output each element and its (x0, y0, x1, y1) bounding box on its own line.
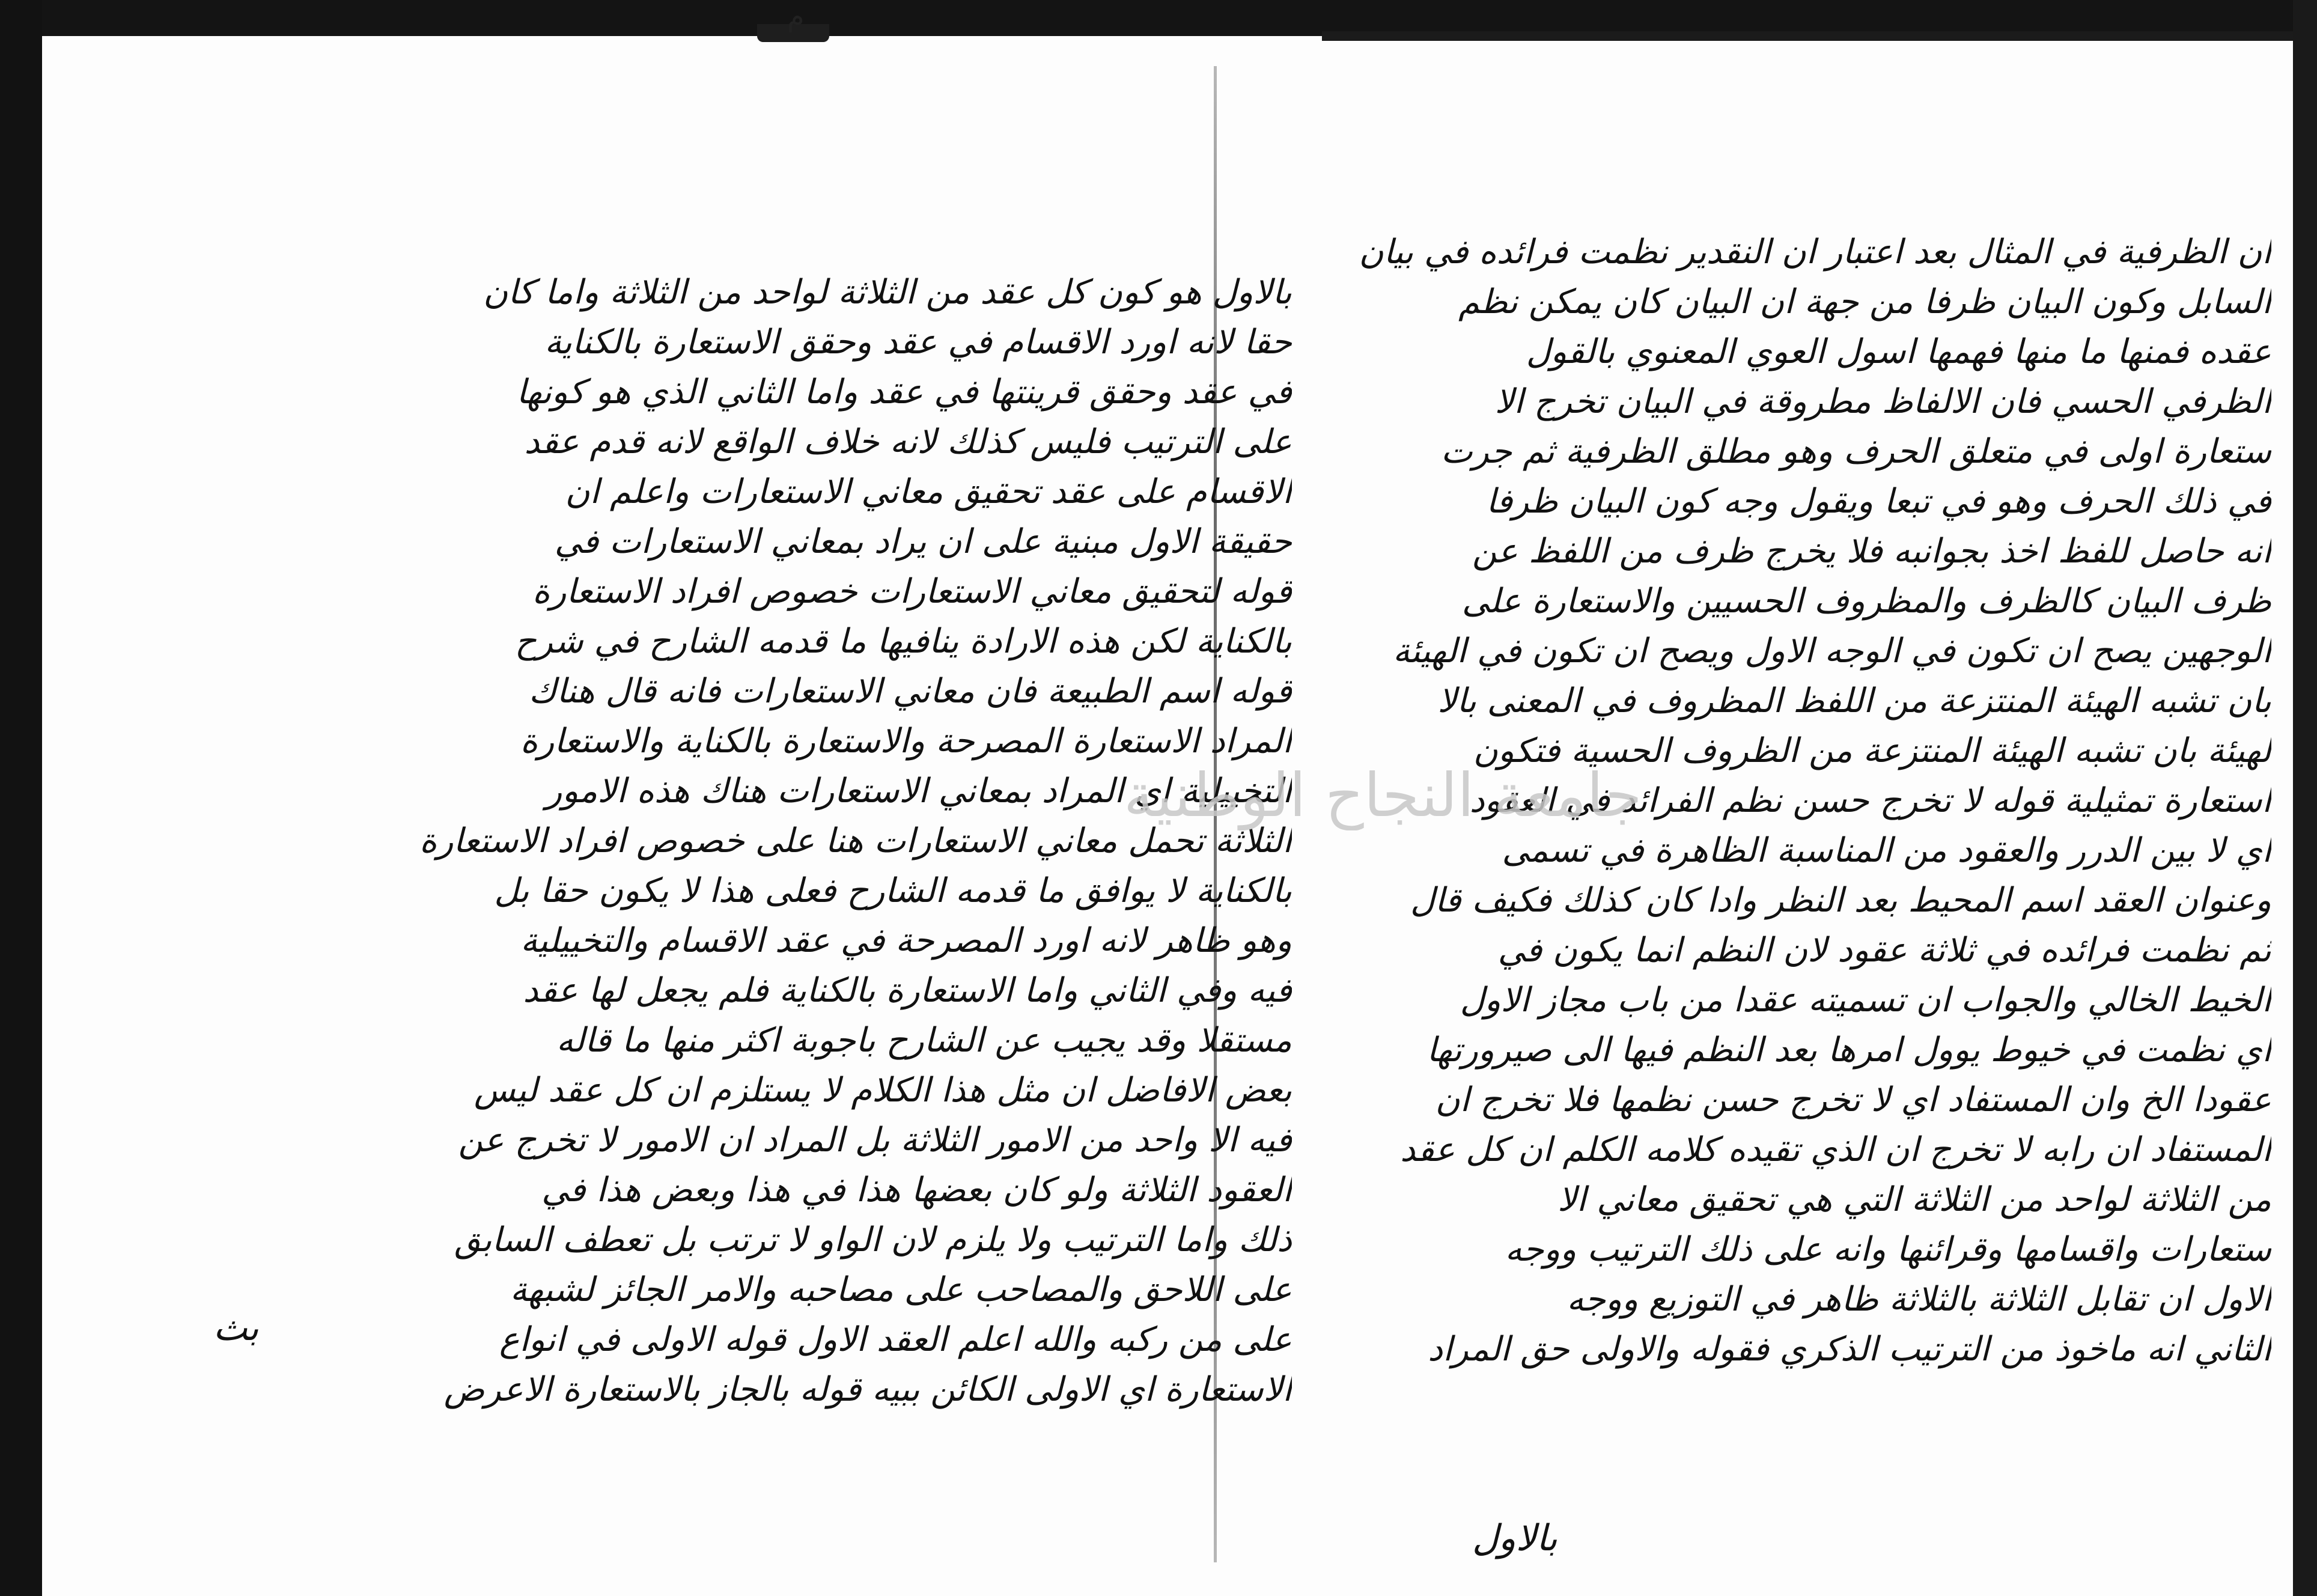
text-line: وعنوان العقد اسم المحيط بعد النظر وادا كان كذلك فكيف قال (1410, 881, 2271, 920)
text-line: قوله اسم الطبيعة فان معاني الاستعارات فانه قال هناك (529, 672, 1292, 711)
text-line: بالكناية لكن هذه الارادة ينافيها ما قدمه الشارح في شرح (514, 622, 1292, 661)
text-line: ثم نظمت فرائده في ثلاثة عقود لان النظم انما يكون في (1497, 931, 2271, 970)
text-line: ستعارات واقسامها وقرائنها وانه على ذلك الترتيب ووجه (1505, 1230, 2271, 1269)
text-line: الاستعارة اي الاولى الكائن ببيه قوله بالجاز بالاستعارة الاعرض (443, 1370, 1292, 1409)
text-line: الثاني انه ماخوذ من الترتيب الذكري فقوله والاولى حق المراد (1428, 1330, 2271, 1369)
left-page (306, 267, 1292, 1415)
text-line: من الثلاثة لواحد من الثلاثة التي هي تحقيق معاني الا (1557, 1180, 2271, 1219)
text-line: على اللاحق والمصاحب على مصاحبه والامر الجائز لشبهة (510, 1270, 1292, 1309)
text-line: الظرفي الحسي فان الالفاظ مطروقة في البيان تخرج الا (1494, 382, 2271, 421)
left-catchword: بث (213, 1307, 259, 1349)
text-line: التخييلية اي المراد بمعاني الاستعارات هناك هذه الامور (546, 772, 1292, 811)
text-line: على من ركبه والله اعلم العقد الاول قوله الاولى في انواع (499, 1320, 1292, 1359)
scan-border-right (2293, 0, 2317, 1596)
text-line: بالاول هو كون كل عقد من الثلاثة لواحد من الثلاثة واما كان (483, 273, 1292, 312)
text-line: المراد الاستعارة المصرحة والاستعارة بالكناية والاستعارة (520, 722, 1292, 761)
text-line: الثلاثة تحمل معاني الاستعارات هنا على خصوص افراد الاستعارة (419, 821, 1292, 860)
text-line: فيه الا واحد من الامور الثلاثة بل المراد ان الامور لا تخرج عن (458, 1121, 1292, 1160)
text-line: الوجهين يصح ان تكون في الوجه الاول ويصح ان تكون في الهيئة (1392, 632, 2271, 671)
scan-border-top (0, 0, 2317, 36)
text-line: ان الظرفية في المثال بعد اعتبار ان النقدير نظمت فرائده في بيان (1359, 233, 2271, 272)
library-watermark: جامعة النجاح الوطنية (1124, 760, 1642, 830)
text-line: فيه وفي الثاني واما الاستعارة بالكناية فلم يجعل لها عقد (523, 971, 1292, 1010)
text-line: ستعارة اولى في متعلق الحرف وهو مطلق الظرفية ثم جرت (1440, 432, 2271, 471)
scan-border-left (0, 0, 42, 1596)
text-line: المستفاد ان رابه لا تخرج ان الذي تقيده كلامه الكلم ان كل عقد (1400, 1130, 2271, 1169)
text-line: مستقلا وقد يجيب عن الشارح باجوبة اكثر منها ما قاله (556, 1021, 1292, 1060)
text-line: العقود الثلاثة ولو كان بعضها هذا في هذا وبعض هذا في (541, 1171, 1292, 1210)
text-line: السابل وكون البيان ظرفا من جهة ان البيان كان يمكن نظم (1458, 282, 2271, 321)
top-margin-mark: م (787, 0, 805, 32)
text-line: بان تشبه الهيئة المنتزعة من اللفظ المظروف في المعنى بالا (1437, 681, 2271, 720)
text-line: وهو ظاهر لانه اورد المصرحة في عقد الاقسام والتخييلية (520, 921, 1292, 960)
text-line: لهيئة بان تشبه الهيئة المنتزعة من الظروف الحسية فتكون (1473, 731, 2271, 770)
scan-border-strip (1322, 31, 2307, 41)
text-line: استعارة تمثيلية قوله لا تخرج حسن نظم الفرائد في العقود (1469, 781, 2271, 820)
text-line: على الترتيب فليس كذلك لانه خلاف الواقع لانه قدم عقد (524, 422, 1292, 461)
text-line: عقده فمنها ما منها فهمها اسول العوي المعنوي بالقول (1526, 332, 2271, 371)
text-line: عقودا الخ وان المستفاد اي لا تخرج حسن نظمها فلا تخرج ان (1435, 1080, 2271, 1119)
text-line: اي نظمت في خيوط يوول امرها بعد النظم فيها الى صيرورتها (1426, 1031, 2271, 1070)
text-line: حقيقة الاول مبنية على ان يراد بمعاني الاستعارات في (554, 522, 1292, 561)
text-line: الاقسام على عقد تحقيق معاني الاستعارات واعلم ان (565, 472, 1292, 511)
text-line: اي لا بين الدرر والعقود من المناسبة الظاهرة في تسمى (1502, 831, 2271, 870)
text-line: في عقد وحقق قرينتها في عقد واما الثاني الذي هو كونها (516, 373, 1292, 412)
text-line: الخيط الخالي والجواب ان تسميته عقدا من باب مجاز الاول (1460, 981, 2271, 1020)
text-line: حقا لانه اورد الاقسام في عقد وحقق الاستعارة بالكناية (544, 323, 1292, 362)
text-line: الاول ان تقابل الثلاثة بالثلاثة ظاهر في التوزيع ووجه (1566, 1280, 2271, 1319)
text-line: ظرف البيان كالظرف والمظروف الحسيين والاستعارة على (1461, 582, 2271, 621)
text-line: في ذلك الحرف وهو في تبعا ويقول وجه كون البيان ظرفا (1486, 482, 2271, 521)
text-line: انه حاصل للفظ اخذ بجوانبه فلا يخرج ظرف من اللفظ عن (1472, 532, 2271, 571)
text-line: بعض الافاضل ان مثل هذا الكلام لا يستلزم ان كل عقد ليس (473, 1071, 1292, 1110)
text-line: قوله لتحقيق معاني الاستعارات خصوص افراد الاستعارة (532, 572, 1292, 611)
right-catchword: بالاول (1472, 1517, 1557, 1559)
text-line: ذلك واما الترتيب ولا يلزم لان الواو لا ترتب بل تعطف السابق (454, 1220, 1292, 1259)
text-line: بالكناية لا يوافق ما قدمه الشارح فعلى هذا لا يكون حقا بل (494, 871, 1292, 910)
